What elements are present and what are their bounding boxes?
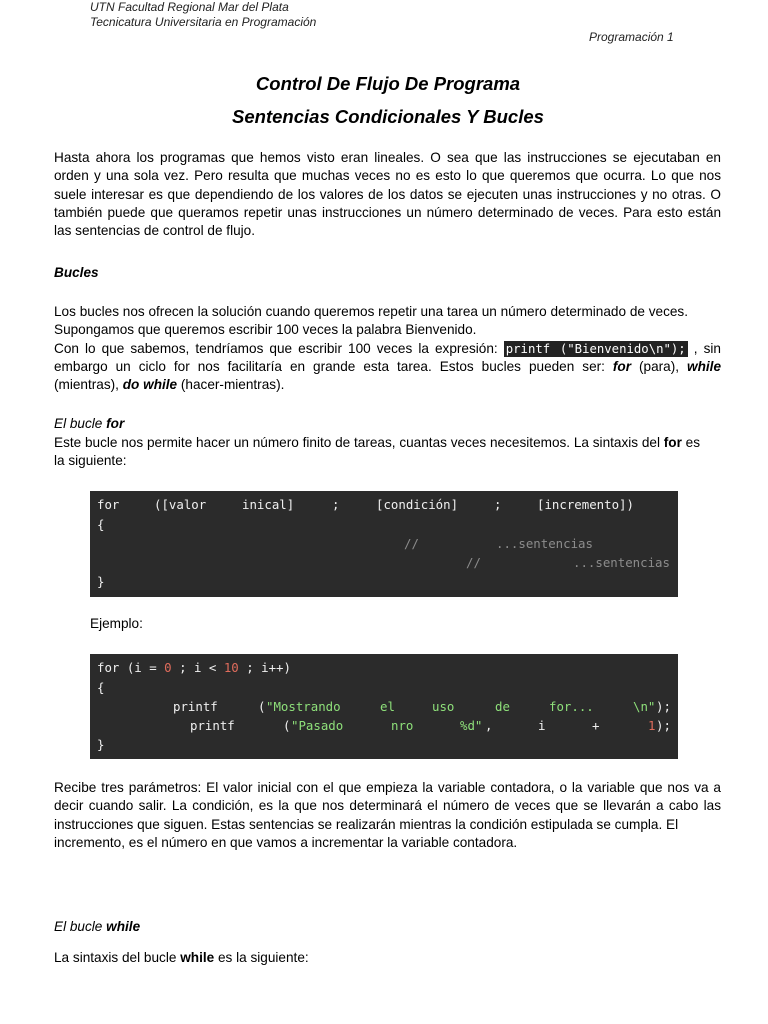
bucles-text-2b: , sin embargo un ciclo for nos facilitaría en grande esta tarea. Estos bucles pueden ser: [54,340,721,374]
code-token: } [97,574,105,589]
keyword-while: while [687,358,722,374]
section-heading-bucles: Bucles [54,265,99,280]
code-token: ( [283,718,291,733]
for-desc-text: Este bucle nos permite hacer un número finito de tareas, cuantas veces necesitemos. La sintaxis del [54,435,664,450]
for-syntax-code-block [90,491,678,597]
code-number: 0 [164,660,172,675]
code-token: ; i < [171,660,224,675]
code-token: [incremento]) [537,497,634,512]
code-token: printf [173,699,218,714]
for-desc-text-b: es [681,435,701,450]
bucles-text-1-last: Supongamos que queremos escribir 100 veces la palabra Bienvenido. [54,322,477,338]
code-token: } [97,737,105,752]
intro-text: Hasta ahora los programas que hemos visto eran lineales. O sea que las instrucciones se ejecutaban en orden y una sola vez. Pero resulta que muchas veces no es esto lo que queremos que ocurra. Lo que nos suele interesar es que dependiendo de los valores de los datos se ejecuten unas instrucciones y no otras. O también puede que queramos repetir unas instrucciones un número determinado de veces. Para esto están [54,150,721,220]
code-string: "Mostrando [266,699,341,714]
keyword-do-while: do while [122,377,178,393]
code-token: ); [656,699,671,714]
code-token: i [538,718,546,733]
while-description [54,950,309,965]
while-meaning: (mientras), [54,377,123,393]
subheading-for-keyword: for [106,416,125,431]
subheading-while-keyword: while [106,919,141,934]
code-token: inical] [242,497,295,512]
code-token: for [97,497,120,512]
code-token: { [97,517,105,532]
for-meaning: (para), [631,358,688,374]
subheading-for-label: El bucle [54,416,107,431]
code-token: + [592,718,600,733]
code-line-1 [97,660,291,675]
while-desc-keyword: while [180,950,215,965]
page-subtitle: Sentencias Condicionales Y Bucles [232,106,544,127]
do-while-meaning: (hacer-mientras). [177,377,285,393]
program-name: Tecnicatura Universitaria en Programación [90,15,317,29]
inline-code-printf: printf ("Bienvenido\n"); [505,341,686,356]
keyword-for: for [612,358,632,374]
course-name: Programación 1 [589,30,674,44]
code-token: [condición] [376,497,459,512]
for-explanation [54,779,721,852]
code-token: { [97,680,105,695]
for-description [54,434,721,471]
code-comment: // [404,536,419,551]
bucles-paragraph [54,303,721,394]
page-title: Control De Flujo De Programa [255,73,521,94]
for-explanation-last: incremento, es el número en que vamos a incrementar la variable contadora. [54,834,518,850]
code-number: 1 [648,718,656,733]
code-string: for... [549,699,594,714]
code-number: 10 [223,660,239,675]
code-token: for (i = [97,660,165,675]
code-comment: // [466,555,481,570]
code-token: ([valor [154,497,207,512]
subheading-while-label: El bucle [54,919,107,934]
code-token: ); [656,718,671,733]
for-explanation-text: Recibe tres parámetros: El valor inicial con el que empieza la variable contadora, o la variable que nos va a decir cuando salir. La condición, es la que nos determinará el número de veces que se llevarán a cabo las instrucciones que siguen. Estas sentencias se realizarán mientras la condición estipulada se cumpla. El [54,780,721,832]
while-desc-text-b: es la siguiente: [214,950,309,965]
institution-name: UTN Facultad Regional Mar del Plata [90,0,289,14]
code-string: de [495,699,510,714]
code-token: ( [258,699,266,714]
document-header [90,0,316,30]
for-desc-last: la siguiente: [54,453,127,469]
intro-text-last: las sentencias de control de flujo. [54,223,256,239]
subheading-while [54,919,140,934]
code-string: el [380,699,395,714]
bucles-text-2: Con lo que sabemos, tendríamos que escribir 100 veces la expresión: [54,340,504,356]
code-string: uso [432,699,455,714]
code-string: "Pasado [291,718,344,733]
for-example-code-block [90,654,678,759]
while-desc-text: La sintaxis del bucle [54,950,181,965]
code-token: ; [332,497,340,512]
intro-paragraph [54,149,721,240]
code-string: \n" [633,699,656,714]
code-string: nro [391,718,414,733]
code-token: ; i++) [238,660,291,675]
code-comment: ...sentencias [496,536,593,551]
bucles-text-1: Los bucles nos ofrecen la solución cuando queremos repetir una tarea un número determinado de veces. [54,304,689,319]
code-token: printf [190,718,235,733]
code-token: , [485,718,493,733]
code-token: ; [494,497,502,512]
code-comment: ...sentencias [573,555,670,570]
code-string: %d" [460,718,483,733]
subheading-for [54,416,124,431]
example-label: Ejemplo: [90,616,143,631]
for-desc-keyword: for [663,435,682,450]
